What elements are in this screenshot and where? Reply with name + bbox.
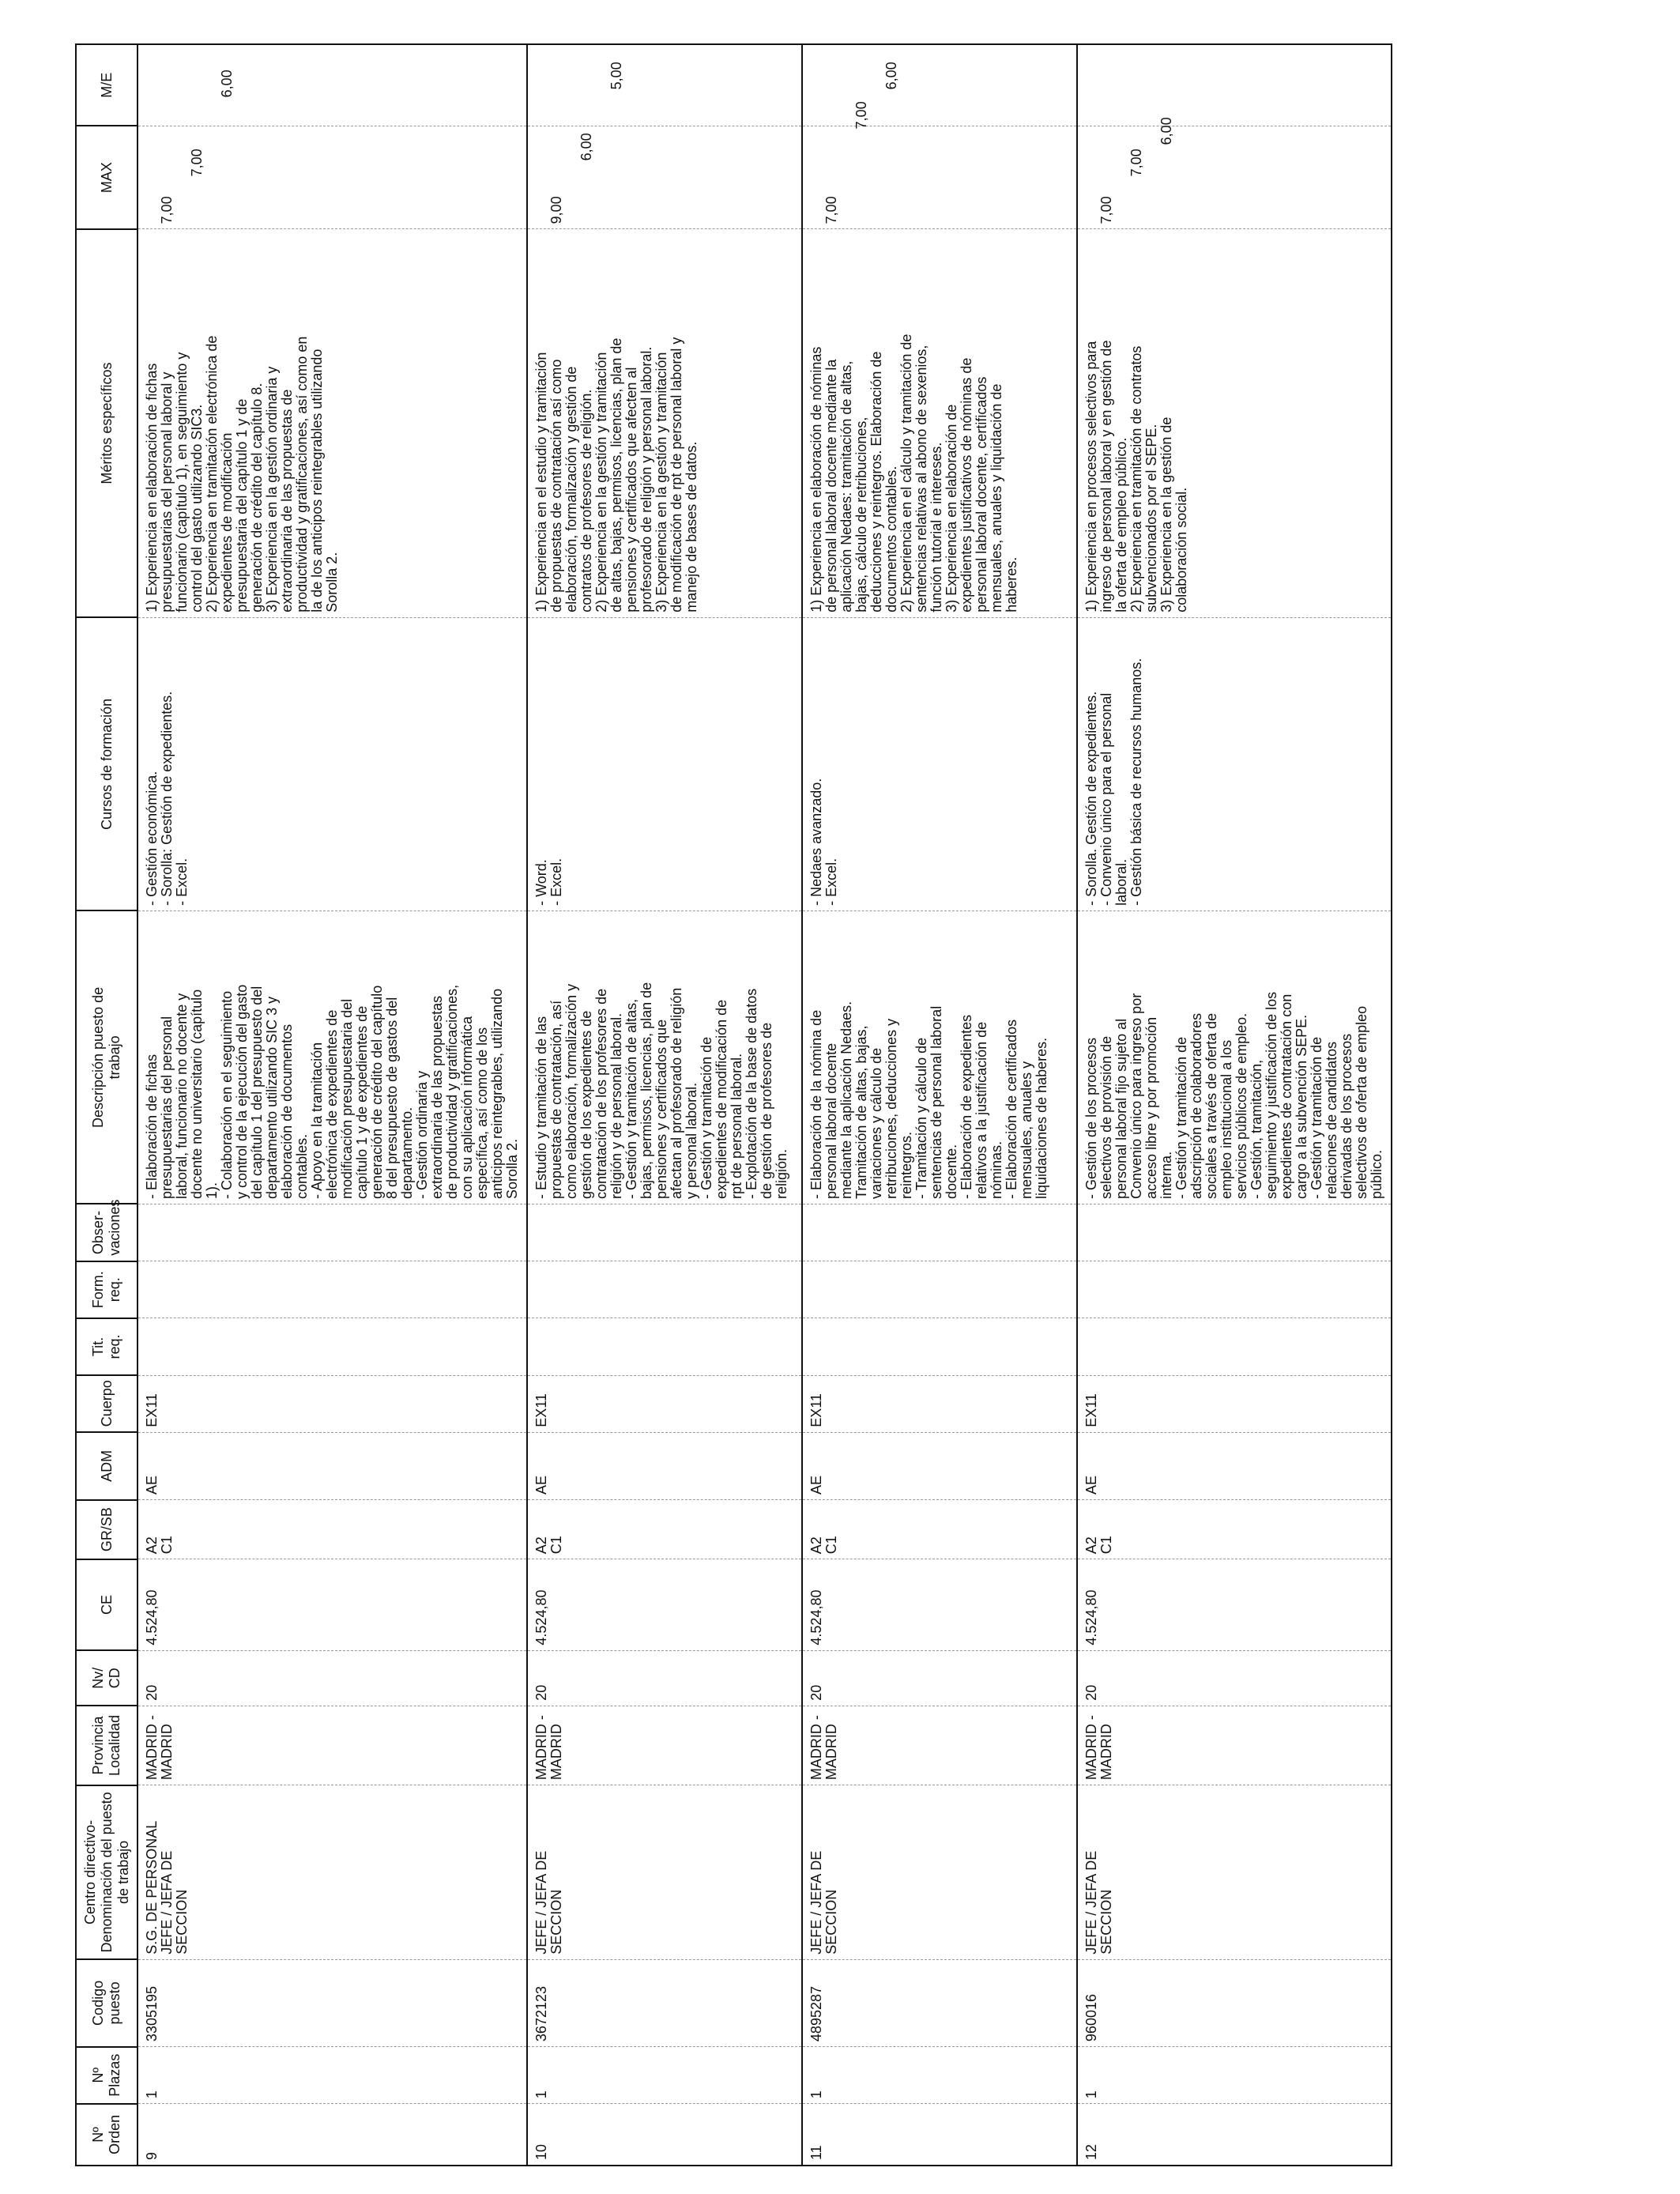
cell-nivel: 20 [802, 1650, 1077, 1706]
header-cursos: Cursos de formación [76, 617, 137, 910]
cell-plazas: 1 [802, 2047, 1077, 2104]
cell-orden: 10 [527, 2104, 802, 2166]
cell-provincia: MADRID - MADRID [137, 1706, 527, 1785]
cell-cursos: - Nedaes avanzado. - Excel. [802, 617, 1077, 910]
header-grupo: GR/SB [76, 1500, 137, 1559]
cell-meritos: 1) Experiencia en elaboración de nóminas de personal laboral docente mediante la aplicación Nedaes: tramitación de altas, bajas, cálculo de retribuciones, deducciones y reintegros. Elaboración de documentos contables. 2) Experiencia en el cálculo y tramitación de sentencias relativas al abono de sexenios, función tutorial e intereses. 3) Experiencia en elaboración de expedientes justificativos de nóminas de personal laboral docente, certificados mensuales, anuales y liquidación de haberes. [802, 229, 1077, 617]
cell-cuerpo: EX11 [527, 1375, 802, 1432]
header-plazas: Nº Plazas [76, 2047, 137, 2104]
cell-descripcion: - Gestión de los procesos selectivos de provisión de personal laboral fijo sujeto al Convenio único para ingreso por acceso libre y por promoción interna. - Gestión y tramitación de adscripción de colaboradores sociales a través de oferta de empleo institucional a los servicios públicos de empleo. - Gestión, tramitación, seguimiento y justificación de los expedientes de contratación con cargo a la subvención SEPE. - Gestión y tramitación de relaciones de candidatos derivadas de los procesos selectivos de oferta de empleo público. [1077, 910, 1392, 1204]
max-value: 7,00 [853, 101, 869, 130]
max-value: 6,00 [219, 70, 235, 98]
cell-adm: AE [137, 1432, 527, 1499]
cell-adm: AE [802, 1432, 1077, 1499]
cell-descripcion: - Elaboración de la nómina de personal laboral docente mediante la aplicación Nedaes. Tramitación de altas, bajas, variaciones y cálculo de retribuciones, deducciones y reintegros. - Tramitación y cálculo de sentencias de personal laboral docente. - Elaboración de expedientes relativos a la justificación de nóminas. - Elaboración de certificados mensuales, anuales y liquidaciones de haberes. [802, 910, 1077, 1204]
cell-codigo: 3672123 [527, 1959, 802, 2046]
cell-descripcion: - Estudio y tramitación de las propuestas de contratación, así como elaboración, formalización y gestión de los expedientes de contratación de los profesores de religión y de personal laboral. - Gestión y tramitación de altas, bajas, permisos, licencias, plan de pensiones y certificados que afectan al profesorado de religión y personal laboral. - Gestión y tramitación de expedientes de modificación de rpt de personal laboral. - Explotación de la base de datos de gestión de profesores de religión. [527, 910, 802, 1204]
rotated-table-wrapper [75, 43, 1466, 2166]
cell-grupo: A2 C1 [527, 1500, 802, 1559]
cell-observaciones [802, 1204, 1077, 1261]
cell-ce: 4.524,80 [1077, 1559, 1392, 1650]
cell-cuerpo: EX11 [802, 1375, 1077, 1432]
cell-observaciones [527, 1204, 802, 1261]
max-value: 7,00 [189, 149, 205, 177]
cell-centro: JEFE / JEFA DE SECCION [1077, 1785, 1392, 1960]
cell-formacion [527, 1261, 802, 1318]
cell-descripcion: - Elaboración de fichas presupuestarias del personal laboral, funcionario no docente y docente no universitario (capítulo 1). - Colaboración en el seguimiento y control de la ejecución del gasto del capítulo 1 del presupuesto del departamento utilizando SIC 3 y elaboración de documentos contables. - Apoyo en la tramitación electrónica de expedientes de modificación presupuestaria del capítulo 1 y de expedientes de generación de crédito del capítulo 8 del presupuesto de gastos del departamento. - Gestión ordinaria y extraordinaria de las propuestas de productividad y gratificaciones, con su aplicación informática específica, así como de los anticipos reintegrables, utilizando Sorolla 2. [137, 910, 527, 1204]
max-value: 7,00 [159, 196, 175, 224]
header-codigo: Codigo puesto [76, 1959, 137, 2046]
cell-plazas: 1 [1077, 2047, 1392, 2104]
max-value: 9,00 [548, 196, 564, 224]
cell-max [527, 62, 802, 228]
cell-centro: JEFE / JEFA DE SECCION [527, 1785, 802, 1960]
header-me: M/E [76, 44, 137, 126]
cell-grupo: A2 C1 [137, 1500, 527, 1559]
max-value: 6,00 [883, 62, 899, 90]
cell-observaciones [1077, 1204, 1392, 1261]
table-row [527, 44, 802, 2166]
cell-ce: 4.524,80 [802, 1559, 1077, 1650]
positions-table [75, 43, 1392, 2166]
cell-max [137, 70, 527, 228]
cell-cuerpo: EX11 [1077, 1375, 1392, 1432]
max-value: 5,00 [608, 62, 624, 90]
header-titulacion: Tit. req. [76, 1318, 137, 1375]
cell-titulacion [527, 1318, 802, 1375]
cell-centro: JEFE / JEFA DE SECCION [802, 1785, 1077, 1960]
cell-ce: 4.524,80 [137, 1559, 527, 1650]
cell-me [1077, 44, 1392, 126]
cell-ce: 4.524,80 [527, 1559, 802, 1650]
cell-adm: AE [527, 1432, 802, 1499]
table-row [137, 44, 527, 2166]
header-meritos: Méritos específicos [76, 229, 137, 617]
header-centro: Centro directivo- Denominación del puesto de trabajo [76, 1785, 137, 1960]
cell-grupo: A2 C1 [802, 1500, 1077, 1559]
max-value: 7,00 [1098, 196, 1114, 224]
header-observaciones: Obser- vaciones [76, 1204, 137, 1261]
cell-plazas: 1 [137, 2047, 527, 2104]
cell-provincia: MADRID - MADRID [527, 1706, 802, 1785]
cell-formacion [802, 1261, 1077, 1318]
cell-me [527, 44, 802, 126]
cell-orden: 12 [1077, 2104, 1392, 2166]
cell-formacion [1077, 1261, 1392, 1318]
max-value: 6,00 [1158, 117, 1174, 145]
cell-nivel: 20 [1077, 1650, 1392, 1706]
cell-plazas: 1 [527, 2047, 802, 2104]
cell-cursos: - Word. - Excel. [527, 617, 802, 910]
cell-grupo: A2 C1 [1077, 1500, 1392, 1559]
header-formacion: Form. req. [76, 1261, 137, 1318]
header-descripcion: Descripción puesto de trabajo [76, 910, 137, 1204]
header-nivel: Nv/ CD [76, 1650, 137, 1706]
cell-max [802, 62, 1077, 228]
cell-meritos: 1) Experiencia en procesos selectivos para ingreso de personal laboral y en gestión de la oferta de empleo público. 2) Experiencia en tramitación de contratos subvencionados por el SEPE. 3) Experiencia en la gestión de colaboración social. [1077, 229, 1392, 617]
header-cuerpo: Cuerpo [76, 1375, 137, 1432]
cell-codigo: 4895287 [802, 1959, 1077, 2046]
cell-observaciones [137, 1204, 527, 1261]
cell-titulacion [802, 1318, 1077, 1375]
cell-formacion [137, 1261, 527, 1318]
max-value: 6,00 [578, 133, 594, 161]
cell-meritos: 1) Experiencia en elaboración de fichas presupuestarias del personal laboral y funcionario (capítulo 1), en seguimiento y control del gasto utilizando SIC3. 2) Experiencia en tramitación electrónica de expedientes de modificación presupuestaria del capítulo 1 y de generación de crédito del capítulo 8. 3) Experiencia en la gestión ordinaria y extraordinaria de las propuestas de productividad y gratificaciones, así como en la de los anticipos reintegrables utilizando Sorolla 2. [137, 229, 527, 617]
header-row [76, 44, 137, 2166]
cell-me [802, 44, 1077, 126]
header-max: MAX [76, 126, 137, 228]
cell-nivel: 20 [137, 1650, 527, 1706]
cell-max [1077, 117, 1392, 228]
cell-titulacion [137, 1318, 527, 1375]
header-orden: Nº Orden [76, 2104, 137, 2166]
header-adm: ADM [76, 1432, 137, 1499]
cell-centro: S.G. DE PERSONAL JEFE / JEFA DE SECCION [137, 1785, 527, 1960]
max-value: 7,00 [1128, 149, 1144, 177]
cell-me [137, 44, 527, 126]
header-provincia: Provincia Localidad [76, 1706, 137, 1785]
cell-nivel: 20 [527, 1650, 802, 1706]
max-value: 7,00 [823, 196, 839, 224]
cell-cuerpo: EX11 [137, 1375, 527, 1432]
cell-provincia: MADRID - MADRID [802, 1706, 1077, 1785]
cell-provincia: MADRID - MADRID [1077, 1706, 1392, 1785]
cell-cursos: - Sorolla. Gestión de expedientes. - Convenio único para el personal laboral. - Gestión básica de recursos humanos. [1077, 617, 1392, 910]
cell-titulacion [1077, 1318, 1392, 1375]
cell-orden: 11 [802, 2104, 1077, 2166]
cell-codigo: 3305195 [137, 1959, 527, 2046]
cell-codigo: 960016 [1077, 1959, 1392, 2046]
cell-meritos: 1) Experiencia en el estudio y tramitación de propuestas de contratación así como elaboración, formalización y gestión de contratos de profesores de religión. 2) Experiencia en la gestión y tramitación de altas, bajas, permisos, licencias, plan de pensiones y certificados que afecten al profesorado de religión y personal laboral. 3) Experiencia en la gestión y tramitación de modificación de rpt de personal laboral y manejo de bases de datos. [527, 229, 802, 617]
cell-orden: 9 [137, 2104, 527, 2166]
table-row [1077, 44, 1392, 2166]
cell-adm: AE [1077, 1432, 1392, 1499]
cell-cursos: - Gestión económica. - Sorolla: Gestión de expedientes. - Excel. [137, 617, 527, 910]
header-ce: CE [76, 1559, 137, 1650]
table-row [802, 44, 1077, 2166]
